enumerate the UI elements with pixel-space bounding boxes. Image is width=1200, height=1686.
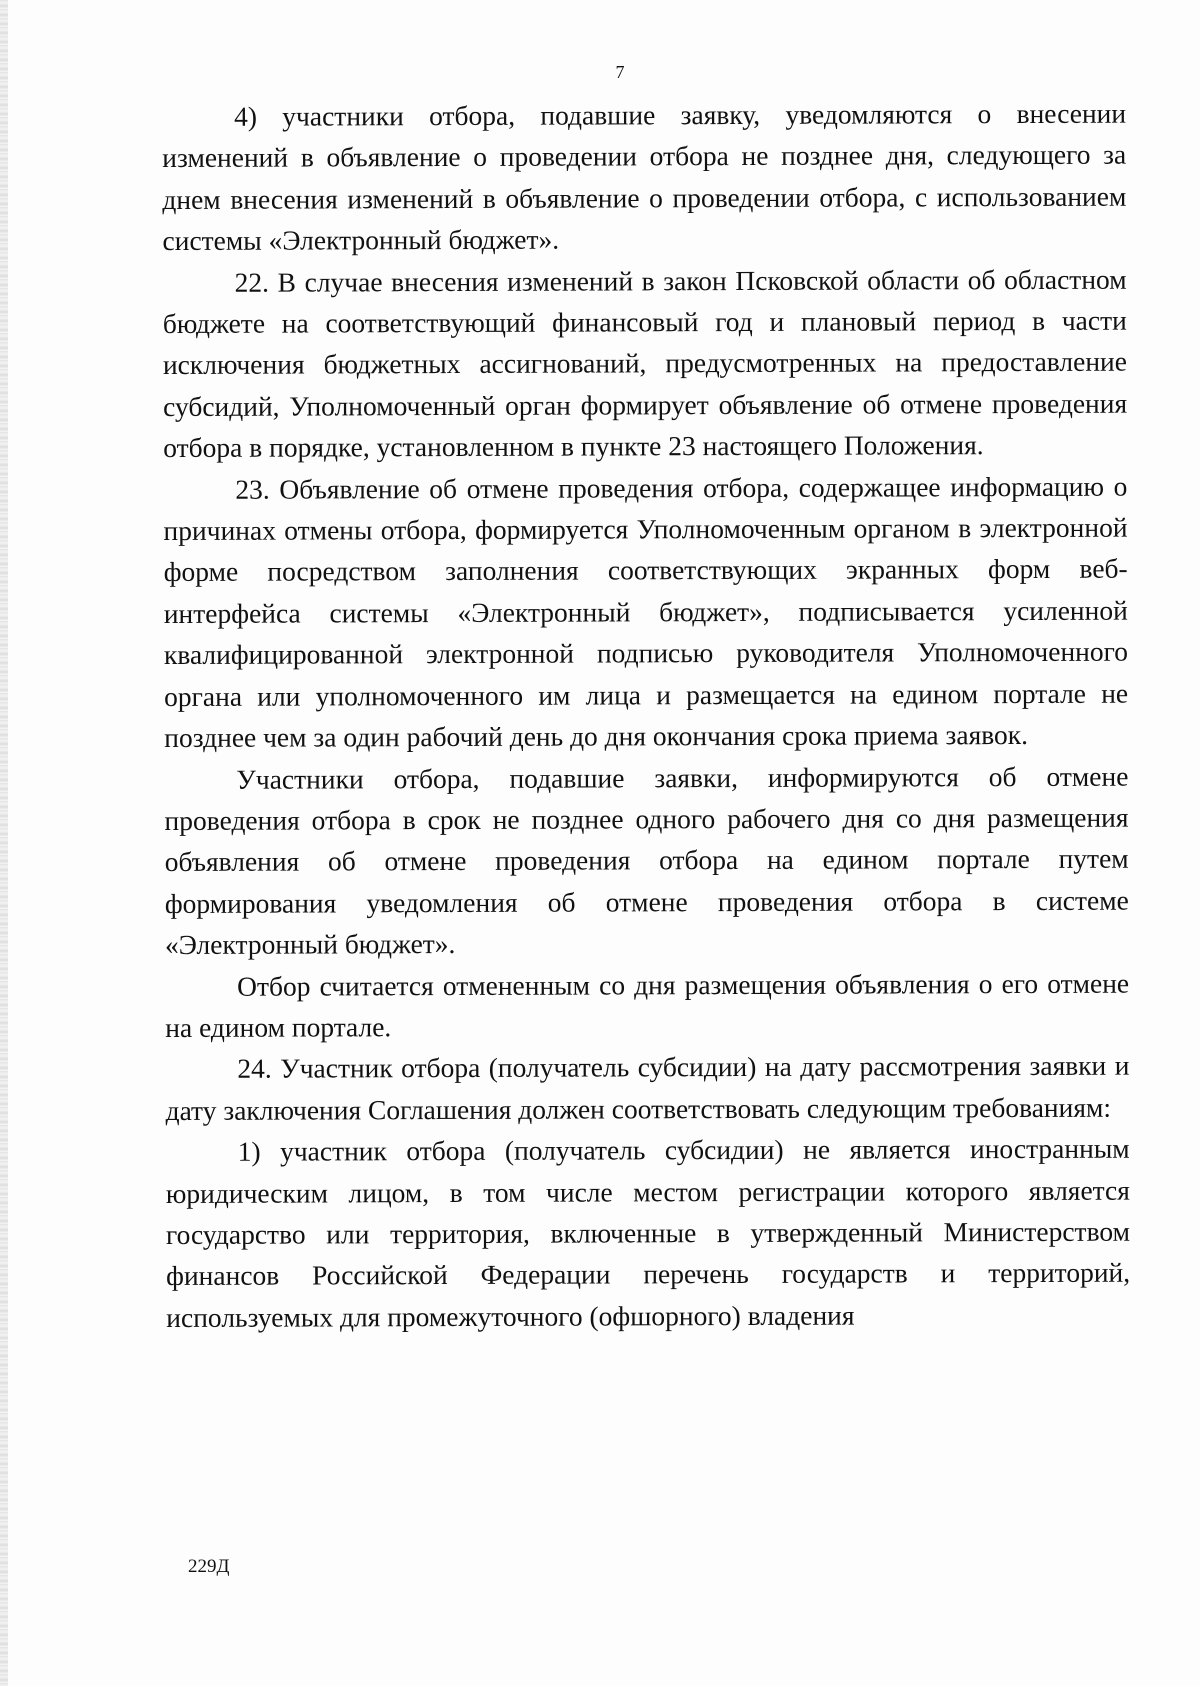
paragraph-participants-informed: Участники отбора, подавшие заявки, информируются об отмене проведения отбора в срок не позднее одного рабочего дня со дня размещения объявления об отмене проведения отбора на едином портале путем формирования уведомления об отмене проведения отбора в системе «Электронный бюджет». [164, 760, 1129, 961]
paragraph-22: 22. В случае внесения изменений в закон Псковской области об областном бюджете на соответствующий финансовый год и плановый период в части исключения бюджетных ассигнований, предусмотренных на предоставление субсидий, Уполномоченный орган формирует объявление об отмене проведения отбора в порядке, установленном в пункте 23 настоящего Положения. [162, 263, 1128, 464]
paragraph-24-item-1: 1) участник отбора (получатель субсидии) не является иностранным юридическим лицом, в том числе местом регистрации которого является государство или территория, включенные в утвержденный Министерством финансов Российской Федерации перечень государств и территорий, используемых для промежуточного (офшорного) владения [165, 1132, 1131, 1333]
paragraph-24: 24. Участник отбора (получатель субсидии) на дату рассмотрения заявки и дату заключения Соглашения должен соответствовать следующим требованиям: [165, 1049, 1130, 1126]
document-body [162, 93, 1130, 1339]
paragraph-notification: 4) участники отбора, подавшие заявку, уведомляются о внесении изменений в объявление о проведении отбора не позднее дня, следующего за днем внесения изменений в объявление о проведении отбора, с использованием системы «Электронный бюджет». [162, 97, 1127, 257]
paragraph-23: 23. Объявление об отмене проведения отбора, содержащее информацию о причинах отмены отбора, формируется Уполномоченным органом в электронной форме посредством заполнения соответствующих экранных форм веб-интерфейса системы «Электронный бюджет», подписывается усиленной квалифицированной электронной подписью руководителя Уполномоченного органа или уполномоченного им лица и размещается на едином портале не позднее чем за один рабочий день до дня окончания срока приема заявок. [163, 470, 1129, 754]
page-number: 7 [615, 62, 625, 82]
paragraph-selection-cancelled: Отбор считается отмененным со дня размещения объявления о его отмене на едином портале. [165, 967, 1130, 1043]
scan-edge-decoration [0, 0, 8, 1686]
document-code: 229Д [188, 1556, 230, 1577]
